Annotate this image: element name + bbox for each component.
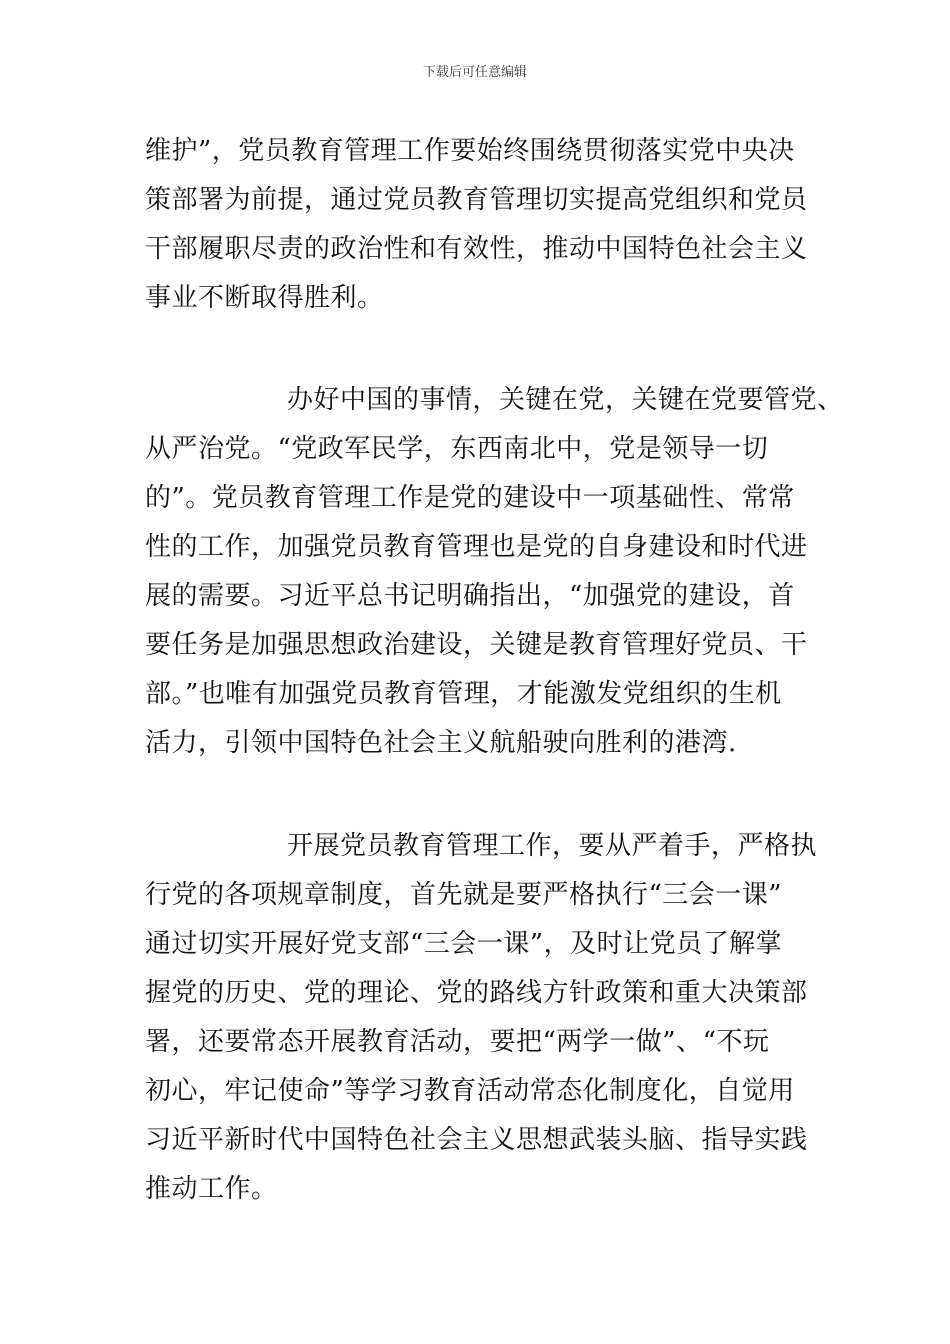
paragraph-3-line-8: 推动工作。 [145, 1174, 278, 1204]
paragraph-3-line-1: 开展党员教育管理工作，要从严着手，严格执 [287, 831, 818, 861]
paragraph-3-line-6: 初心，牢记使命”等学习教育活动常态化制度化，自觉用 [145, 1076, 795, 1106]
paragraph-3-line-4: 握党的历史、党的理论、党的路线方针政策和重大决策部 [145, 978, 808, 1008]
page-header: 下载后可任意编辑 [422, 65, 527, 80]
paragraph-1-line-4: 事业不断取得胜利。 [145, 283, 384, 313]
paragraph-3-line-5: 署，还要常态开展教育活动，要把“两学一做”、“不玩 [145, 1027, 770, 1057]
paragraph-3-line-2: 行党的各项规章制度，首先就是要严格执行“三会一课” [145, 880, 783, 910]
paragraph-1-line-2: 策部署为前提，通过党员教育管理切实提高党组织和党员 [145, 185, 808, 215]
paragraph-2-line-6: 要任务是加强思想政治建设，关键是教育管理好党员、干 [145, 630, 808, 660]
paragraph-1-line-1: 维护”，党员教育管理工作要始终围绕贯彻落实党中央决 [145, 136, 795, 166]
paragraph-3-line-7: 习近平新时代中国特色社会主义思想武装头脑、指导实践 [145, 1125, 808, 1155]
paragraph-2-line-2: 从严治党。“党政军民学，东西南北中，党是领导一切 [145, 434, 769, 464]
paragraph-1-line-3: 干部履职尽责的政治性和有效性，推动中国特色社会主义 [145, 234, 808, 264]
paragraph-2-line-5: 展的需要。习近平总书记明确指出，“加强党的建设，首 [145, 581, 795, 611]
paragraph-2-line-8: 活力，引领中国特色社会主义航船驶向胜利的港湾. [145, 728, 737, 758]
paragraph-2-line-7: 部。”也唯有加强党员教育管理，才能激发党组织的生机 [145, 679, 782, 709]
paragraph-2-line-4: 性的工作，加强党员教育管理也是党的自身建设和时代进 [145, 532, 808, 562]
paragraph-3-line-3: 通过切实开展好党支部“三会一课”，及时让党员了解掌 [145, 929, 783, 959]
paragraph-2-line-1: 办好中国的事情，关键在党，关键在党要管党、 [287, 385, 844, 415]
paragraph-2-line-3: 的”。党员教育管理工作是党的建设中一项基础性、常常 [145, 483, 795, 513]
